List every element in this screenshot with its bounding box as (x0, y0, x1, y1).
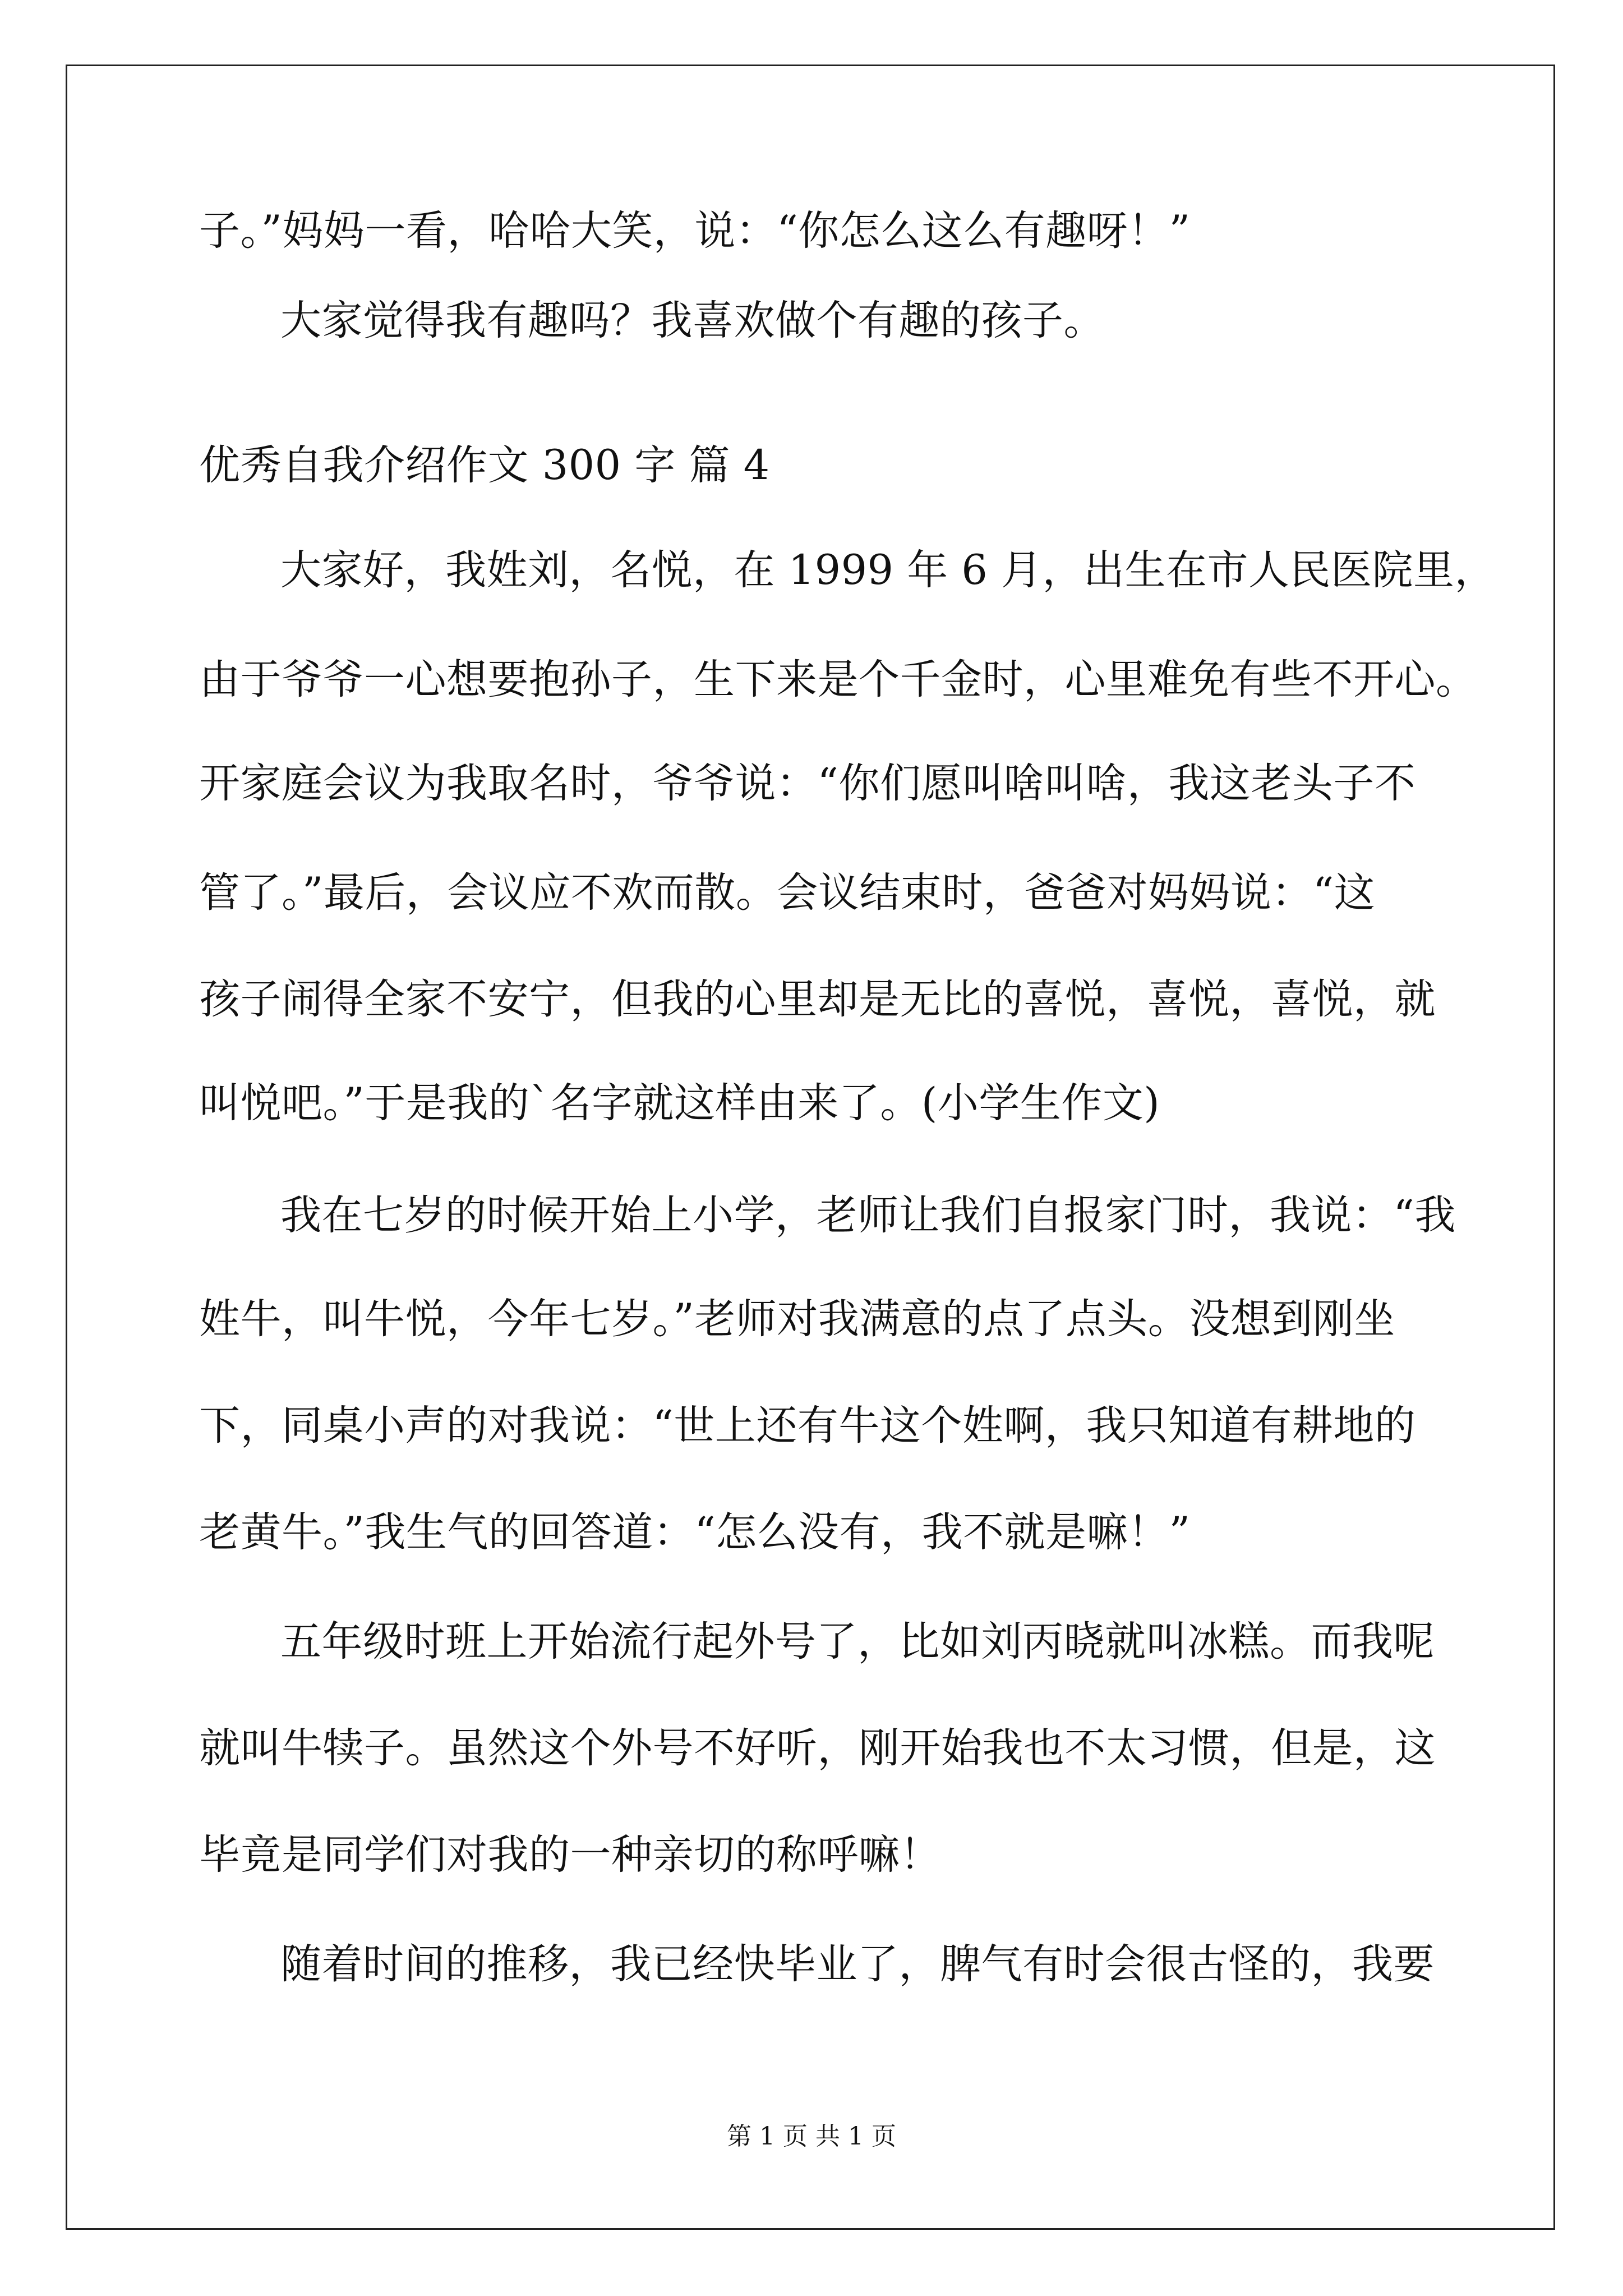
paragraph-line: 下，同桌小声的对我说：“世上还有牛这个姓啊，我只知道有耕地的 (199, 1402, 1416, 1450)
paragraph-line: 子。”妈妈一看，哈哈大笑，说：“你怎么这么有趣呀！” (199, 207, 1191, 255)
paragraph-line: 随着时间的推移，我已经快毕业了，脾气有时会很古怪的，我要 (280, 1940, 1435, 1988)
paragraph-line: 我在七岁的时候开始上小学，老师让我们自报家门时，我说：“我 (280, 1191, 1456, 1239)
paragraph-line: 由于爷爷一心想要抱孙子，生下来是个千金时，心里难免有些不开心。 (199, 656, 1477, 703)
paragraph-line: 叫悦吧。”于是我的`名字就这样由来了。(小学生作文) (199, 1079, 1160, 1127)
paragraph-line: 姓牛，叫牛悦，今年七岁。”老师对我满意的点了点头。没想到刚坐 (199, 1295, 1395, 1343)
paragraph-line: 就叫牛犊子。虽然这个外号不好听，刚开始我也不太习惯，但是，这 (199, 1724, 1436, 1772)
page-border (66, 65, 1555, 2230)
paragraph-line: 毕竟是同学们对我的一种亲切的称呼嘛！ (199, 1831, 941, 1879)
paragraph-line: 管了。”最后，会议应不欢而散。会议结束时，爸爸对妈妈说：“这 (199, 869, 1376, 917)
paragraph-line: 老黄牛。”我生气的回答道：“怎么没有，我不就是嘛！” (199, 1508, 1191, 1556)
paragraph-line: 大家好，我姓刘，名悦，在 1999 年 6 月，出生在市人民医院里， (280, 546, 1496, 594)
paragraph-line: 五年级时班上开始流行起外号了，比如刘丙晓就叫冰糕。而我呢 (280, 1618, 1435, 1665)
section-heading: 优秀自我介绍作文 300 字 篇 4 (199, 441, 770, 489)
paragraph-line: 大家觉得我有趣吗？我喜欢做个有趣的孩子。 (280, 297, 1105, 344)
paragraph-line: 开家庭会议为我取名时，爷爷说：“你们愿叫啥叫啥，我这老头子不 (199, 760, 1416, 807)
paragraph-line: 孩子闹得全家不安宁，但我的心里却是无比的喜悦，喜悦，喜悦，就 (199, 976, 1436, 1023)
page-footer: 第 1 页 共 1 页 (727, 2122, 896, 2151)
